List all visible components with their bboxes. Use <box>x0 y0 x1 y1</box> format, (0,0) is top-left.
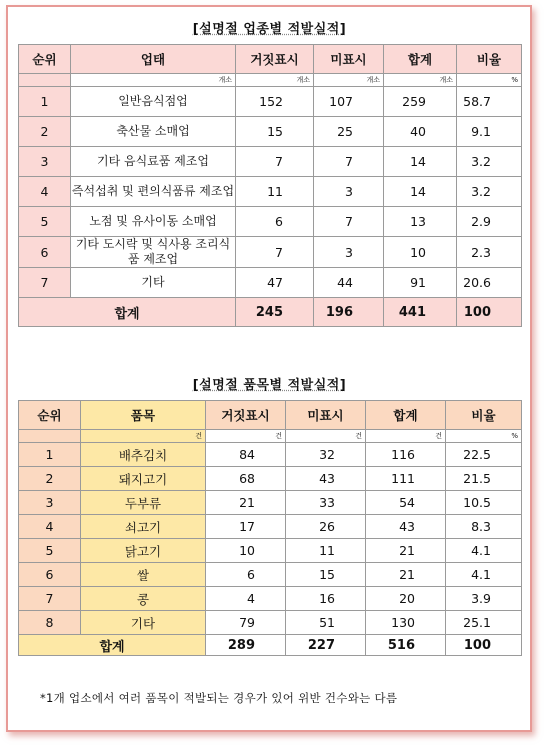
table2-no-label-cell: 32 <box>286 443 366 467</box>
table2-no-label-cell: 16 <box>286 587 366 611</box>
table1-no-label-cell: 7 <box>314 207 384 237</box>
table1-total-cell: 13 <box>384 207 457 237</box>
table1-rank-cell: 3 <box>19 147 71 177</box>
table2-rank-cell: 3 <box>19 491 81 515</box>
table2-false-label-cell: 84 <box>206 443 286 467</box>
table1-no-label-cell: 7 <box>314 147 384 177</box>
table2-ratio-cell: 25.1 <box>446 611 522 635</box>
table2-header-item: 품목 <box>81 401 206 430</box>
table2-ratio-cell: 21.5 <box>446 467 522 491</box>
table1-unit-cell: 개소 <box>71 74 236 87</box>
table2-no-label-cell: 43 <box>286 467 366 491</box>
table2-total-cell: 21 <box>366 563 446 587</box>
table2-rank-cell: 1 <box>19 443 81 467</box>
table1-total-cell: 40 <box>384 117 457 147</box>
table2-rank-cell: 8 <box>19 611 81 635</box>
table1-rank-cell: 4 <box>19 177 71 207</box>
table1-total-label: 합계 <box>19 298 236 327</box>
table2-rank-cell: 2 <box>19 467 81 491</box>
table2-header-total: 합계 <box>366 401 446 430</box>
table1-name-cell: 축산물 소매업 <box>71 117 236 147</box>
table1-total-row <box>19 298 522 327</box>
table1-false-label-cell: 15 <box>236 117 314 147</box>
table2-total-no-label: 227 <box>286 635 366 656</box>
table2-header-row <box>19 401 522 430</box>
table1-unit-row <box>19 74 522 87</box>
table1-row <box>19 177 522 207</box>
table2-row <box>19 587 522 611</box>
table1-name-cell: 기타 <box>71 268 236 298</box>
table1-header-no-label: 미표시 <box>314 45 384 74</box>
table1-total-no-label: 196 <box>314 298 384 327</box>
table1-false-label-cell: 7 <box>236 147 314 177</box>
table1-rank-cell: 7 <box>19 268 71 298</box>
table1-rank-cell: 1 <box>19 87 71 117</box>
table2-unit-cell: 건 <box>286 430 366 443</box>
table2-rank-cell: 4 <box>19 515 81 539</box>
table2-rank-cell: 5 <box>19 539 81 563</box>
table1-row <box>19 207 522 237</box>
table2-ratio-cell: 3.9 <box>446 587 522 611</box>
table2-name-cell: 닭고기 <box>81 539 206 563</box>
table1-total-cell: 14 <box>384 177 457 207</box>
table1-ratio-cell: 3.2 <box>457 147 522 177</box>
table2-false-label-cell: 17 <box>206 515 286 539</box>
table1-row <box>19 268 522 298</box>
table1-no-label-cell: 44 <box>314 268 384 298</box>
table2-name-cell: 쇠고기 <box>81 515 206 539</box>
table1-name-cell: 일반음식점업 <box>71 87 236 117</box>
table2-false-label-cell: 21 <box>206 491 286 515</box>
table2-title: [설명절 품목별 적발실적] <box>192 378 347 393</box>
table2-row <box>19 611 522 635</box>
table2-false-label-cell: 10 <box>206 539 286 563</box>
table2-ratio-cell: 8.3 <box>446 515 522 539</box>
table2-name-cell: 쌀 <box>81 563 206 587</box>
table1-total-cell: 91 <box>384 268 457 298</box>
table1-total-cell: 10 <box>384 237 457 268</box>
table1-header-ratio: 비율 <box>457 45 522 74</box>
industry-violation-table <box>18 44 522 327</box>
table1-ratio-cell: 9.1 <box>457 117 522 147</box>
table2-total-cell: 20 <box>366 587 446 611</box>
table2-rank-cell: 6 <box>19 563 81 587</box>
table1-unit-cell: 개소 <box>314 74 384 87</box>
table2-row <box>19 467 522 491</box>
table2-total-false-label: 289 <box>206 635 286 656</box>
table1-unit-cell: 개소 <box>236 74 314 87</box>
table2-unit-cell: 건 <box>206 430 286 443</box>
table1-row <box>19 237 522 268</box>
table1-false-label-cell: 152 <box>236 87 314 117</box>
table2-false-label-cell: 79 <box>206 611 286 635</box>
table1-row <box>19 147 522 177</box>
table2-name-cell: 기타 <box>81 611 206 635</box>
table1-false-label-cell: 11 <box>236 177 314 207</box>
table1-header-total: 합계 <box>384 45 457 74</box>
table2-ratio-cell: 10.5 <box>446 491 522 515</box>
table2-total-label: 합계 <box>19 635 206 656</box>
table1-total-cell: 259 <box>384 87 457 117</box>
table2-row <box>19 491 522 515</box>
table1-rank-cell: 6 <box>19 237 71 268</box>
table1-ratio-cell: 3.2 <box>457 177 522 207</box>
table2-no-label-cell: 51 <box>286 611 366 635</box>
table1-header-category: 업태 <box>71 45 236 74</box>
table2-total-total: 516 <box>366 635 446 656</box>
table1-no-label-cell: 107 <box>314 87 384 117</box>
table1-title: [설명절 업종별 적발실적] <box>192 22 347 37</box>
table2-total-cell: 130 <box>366 611 446 635</box>
table2-ratio-cell: 22.5 <box>446 443 522 467</box>
table2-total-cell: 43 <box>366 515 446 539</box>
table1-no-label-cell: 25 <box>314 117 384 147</box>
table2-name-cell: 돼지고기 <box>81 467 206 491</box>
table2-name-cell: 두부류 <box>81 491 206 515</box>
table1-ratio-cell: 20.6 <box>457 268 522 298</box>
table1-total-total: 441 <box>384 298 457 327</box>
table2-unit-row <box>19 430 522 443</box>
table1-false-label-cell: 7 <box>236 237 314 268</box>
table1-no-label-cell: 3 <box>314 237 384 268</box>
table1-unit-cell: % <box>457 74 522 87</box>
table2-total-cell: 111 <box>366 467 446 491</box>
table1-name-cell: 노점 및 유사이동 소매업 <box>71 207 236 237</box>
table2-ratio-cell: 4.1 <box>446 563 522 587</box>
table1-total-cell: 14 <box>384 147 457 177</box>
table2-row <box>19 515 522 539</box>
table1-total-false-label: 245 <box>236 298 314 327</box>
table2-rank-cell: 7 <box>19 587 81 611</box>
table2-total-cell: 21 <box>366 539 446 563</box>
table1-name-cell: 기타 도시락 및 식사용 조리식품 제조업 <box>71 237 236 268</box>
table2-unit-cell <box>19 430 81 443</box>
table2-header-rank: 순위 <box>19 401 81 430</box>
table2-no-label-cell: 33 <box>286 491 366 515</box>
table1-ratio-cell: 2.9 <box>457 207 522 237</box>
table2-row <box>19 563 522 587</box>
table1-header-rank: 순위 <box>19 45 71 74</box>
table2-false-label-cell: 4 <box>206 587 286 611</box>
table2-ratio-cell: 4.1 <box>446 539 522 563</box>
table1-rank-cell: 2 <box>19 117 71 147</box>
table1-ratio-cell: 58.7 <box>457 87 522 117</box>
table1-false-label-cell: 6 <box>236 207 314 237</box>
table2-no-label-cell: 26 <box>286 515 366 539</box>
table2-header-ratio: 비율 <box>446 401 522 430</box>
table2-unit-cell: 건 <box>81 430 206 443</box>
table1-unit-cell <box>19 74 71 87</box>
table2-total-cell: 54 <box>366 491 446 515</box>
table2-unit-cell: 건 <box>366 430 446 443</box>
table1-total-ratio: 100 <box>457 298 522 327</box>
table2-header-false-label: 거짓표시 <box>206 401 286 430</box>
table1-no-label-cell: 3 <box>314 177 384 207</box>
table1-rank-cell: 5 <box>19 207 71 237</box>
table2-row <box>19 443 522 467</box>
table2-name-cell: 콩 <box>81 587 206 611</box>
table1-false-label-cell: 47 <box>236 268 314 298</box>
table2-total-cell: 116 <box>366 443 446 467</box>
item-violation-table <box>18 400 522 656</box>
table1-row <box>19 87 522 117</box>
table2-total-row <box>19 635 522 656</box>
table1-row <box>19 117 522 147</box>
table1-name-cell: 즉석섭취 및 편의식품류 제조업 <box>71 177 236 207</box>
footnote: *1개 업소에서 여러 품목이 적발되는 경우가 있어 위반 건수와는 다름 <box>40 691 398 705</box>
table1-ratio-cell: 2.3 <box>457 237 522 268</box>
table2-no-label-cell: 15 <box>286 563 366 587</box>
table2-header-no-label: 미표시 <box>286 401 366 430</box>
table2-row <box>19 539 522 563</box>
table2-false-label-cell: 68 <box>206 467 286 491</box>
table2-unit-cell: % <box>446 430 522 443</box>
table2-name-cell: 배추김치 <box>81 443 206 467</box>
table2-total-ratio: 100 <box>446 635 522 656</box>
table2-false-label-cell: 6 <box>206 563 286 587</box>
table1-header-row <box>19 45 522 74</box>
table1-unit-cell: 개소 <box>384 74 457 87</box>
table1-name-cell: 기타 음식료품 제조업 <box>71 147 236 177</box>
table2-no-label-cell: 11 <box>286 539 366 563</box>
table1-header-false-label: 거짓표시 <box>236 45 314 74</box>
